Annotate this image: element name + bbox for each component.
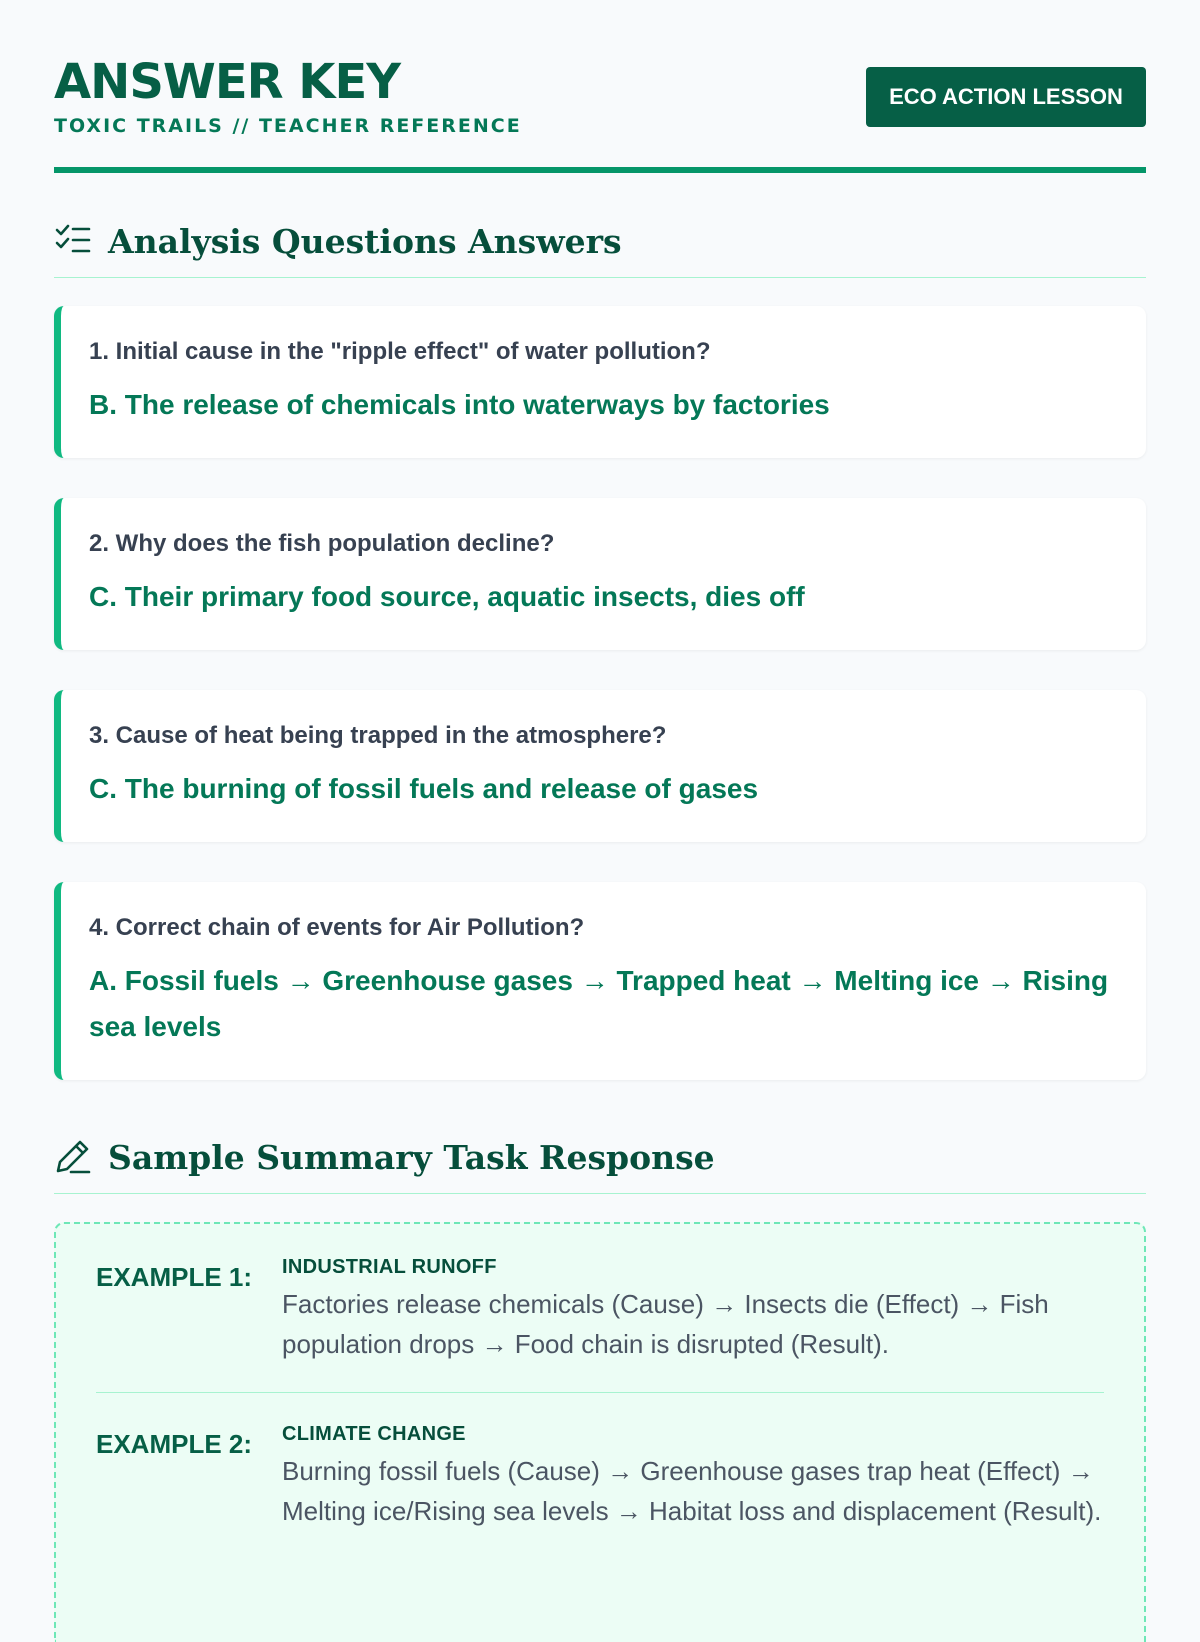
question-card	[54, 498, 1146, 650]
example-title: CLIMATE CHANGE	[282, 1423, 466, 1445]
example-text: Burning fossil fuels (Cause) → Greenhouse gases trap heat (Effect) → Melting ice/Rising sea levels → Habitat loss and displacement (Result).	[282, 1456, 1102, 1526]
checklist-icon	[54, 222, 92, 260]
question-text: 3. Cause of heat being trapped in the atmosphere?	[89, 722, 667, 749]
page-subtitle: TOXIC TRAILS // TEACHER REFERENCE	[54, 115, 522, 137]
answer-text: B. The release of chemicals into waterways by factories	[89, 389, 830, 420]
example-label: EXAMPLE 2:	[96, 1429, 253, 1459]
summary-section-heading	[54, 1124, 1146, 1194]
question-text: 2. Why does the fish population decline?	[89, 530, 555, 557]
example-body	[282, 1254, 1104, 1364]
summary-heading-text: Sample Summary Task Response	[108, 1138, 715, 1177]
question-text: 1. Initial cause in the "ripple effect" of water pollution?	[89, 338, 711, 365]
example-item	[96, 1254, 1104, 1364]
question-card	[54, 690, 1146, 842]
example-label: EXAMPLE 1:	[96, 1262, 253, 1292]
example-title: INDUSTRIAL RUNOFF	[282, 1256, 497, 1278]
answer-text: C. Their primary food source, aquatic insects, dies off	[89, 581, 805, 612]
lesson-badge: ECO ACTION LESSON	[866, 67, 1146, 127]
header-divider	[54, 167, 1146, 173]
analysis-section-heading	[54, 208, 1146, 278]
answer-text: A. Fossil fuels → Greenhouse gases → Trapped heat → Melting ice → Rising sea levels	[89, 965, 1109, 1042]
page-header	[54, 0, 1146, 174]
answer-text: C. The burning of fossil fuels and release of gases	[89, 773, 759, 804]
question-card	[54, 882, 1146, 1080]
question-text: 4. Correct chain of events for Air Pollution?	[89, 914, 585, 941]
example-item	[96, 1392, 1104, 1531]
summary-examples-box	[54, 1222, 1146, 1642]
page-title: ANSWER KEY	[54, 54, 401, 110]
pencil-icon	[54, 1138, 92, 1176]
example-body	[282, 1421, 1104, 1531]
example-text: Factories release chemicals (Cause) → Insects die (Effect) → Fish population drops → Food chain is disrupted (Result).	[282, 1289, 1049, 1359]
analysis-heading-text: Analysis Questions Answers	[108, 222, 622, 261]
question-list	[54, 306, 1146, 1080]
question-card	[54, 306, 1146, 458]
